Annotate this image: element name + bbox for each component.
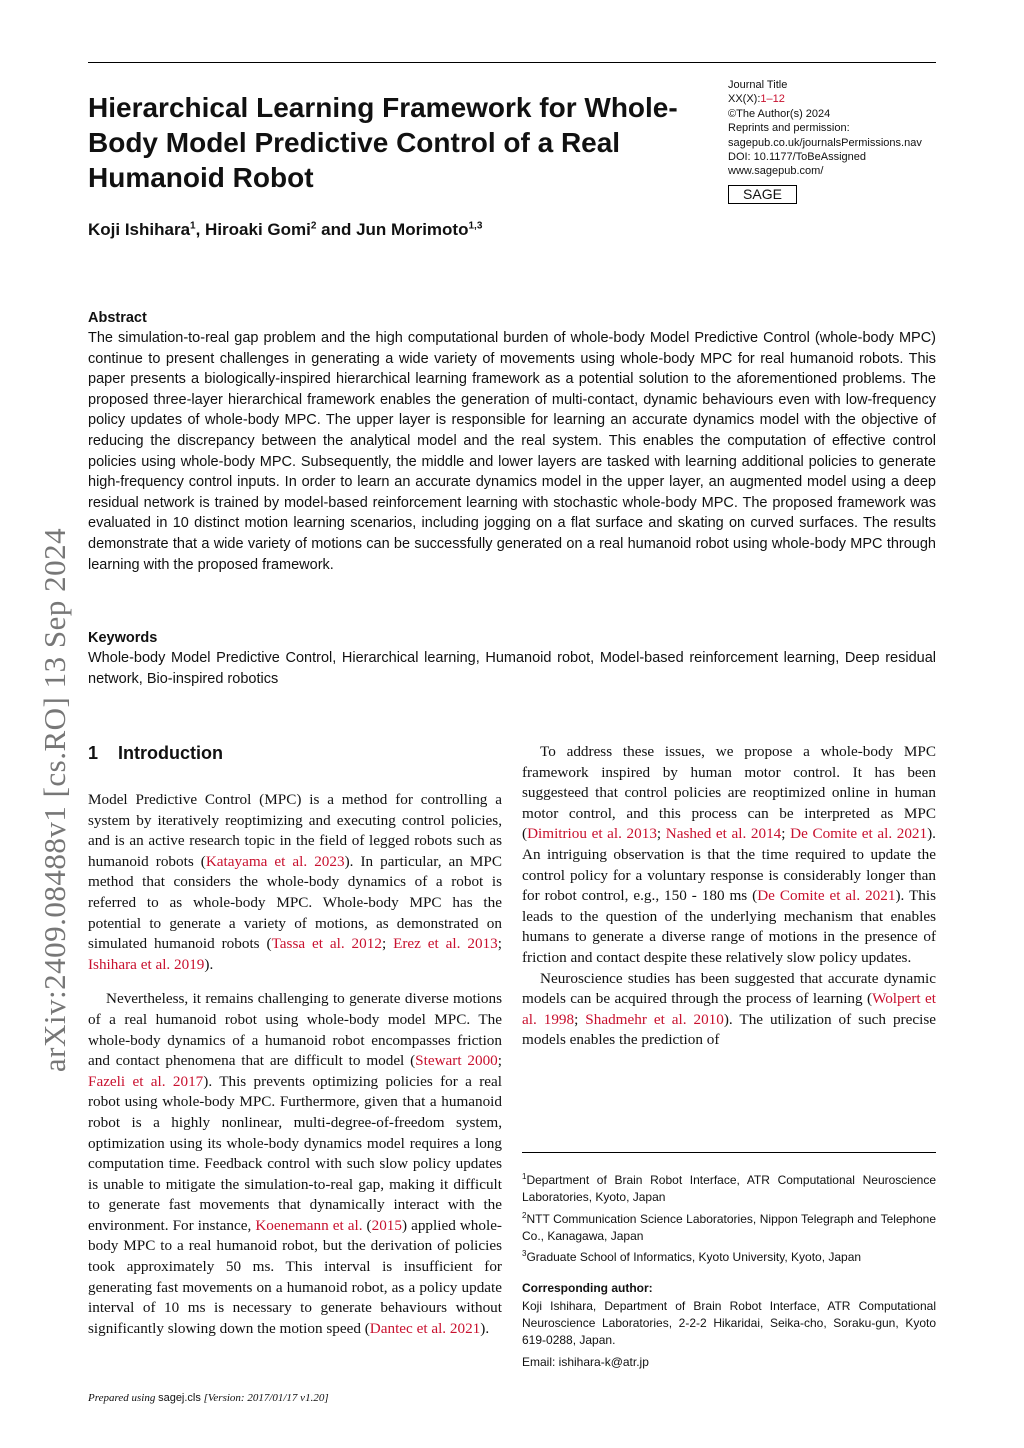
citation-link[interactable]: Tassa et al. 2012 xyxy=(271,935,382,953)
citation-link[interactable]: Erez et al. 2013 xyxy=(393,935,498,953)
permissions-link[interactable]: sagepub.co.uk/journalsPermissions.nav xyxy=(728,136,922,149)
page-footer: Prepared using sagej.cls [Version: 2017/01/17 v1.20] xyxy=(88,1392,329,1404)
author-name: Jun Morimoto xyxy=(356,220,469,239)
citation-link[interactable]: 2015 xyxy=(371,1216,402,1234)
abstract-text: The simulation-to-real gap problem and the high computational burden of whole-body Model Predictive Control (whole-body MPC) continue to present challenges in generating a wide variety of movements using whole-body MPC for real humanoid robots. This paper presents a biologically-inspired hierarchical learning framework as a potential solution to the aforementioned problems. The proposed three-layer hierarchical framework enables the generation of multi-contact, dynamic behaviours even with low-frequency policy updates of whole-body MPC. The upper layer is responsible for learning an accurate dynamics model with the objective of reducing the discrepancy between the analytical model and the real system. This enables the computation of effective control policies using whole-body MPC. Subsequently, the middle and lower layers are tasked with learning additional policies to generate high-frequency control inputs. In order to learn an accurate dynamics model in the upper layer, an augmented model using a deep residual network is trained by model-based reinforcement learning with stochastic whole-body MPC. The proposed framework was evaluated in 10 distinct motion learning scenarios, including jogging on a flat surface and skating on curved surfaces. The results demonstrate that a wide variety of motions can be successfully generated on a real humanoid robot using whole-body MPC through learning with the proposed framework. xyxy=(88,330,936,573)
citation-link[interactable]: Katayama et al. 2023 xyxy=(205,852,345,870)
citation-link[interactable]: Dantec et al. 2021 xyxy=(369,1319,481,1337)
reprints-label: Reprints and permission: xyxy=(728,122,850,135)
page-range-link[interactable]: 1–12 xyxy=(760,93,785,106)
citation-link[interactable]: Stewart 2000 xyxy=(415,1052,498,1070)
citation-link[interactable]: Dimitriou et al. 2013 xyxy=(527,825,657,843)
cls-name: sagej.cls xyxy=(158,1392,201,1404)
citation-link[interactable]: De Comite et al. 2021 xyxy=(790,825,928,843)
section-number: 1 xyxy=(88,743,99,763)
abstract-section xyxy=(88,308,936,575)
top-rule xyxy=(88,62,936,63)
citation-link[interactable]: Koenemann et al. xyxy=(255,1216,363,1234)
section-title: Introduction xyxy=(118,743,223,763)
citation-link[interactable]: Shadmehr et al. 2010 xyxy=(585,1010,724,1028)
footnote-rule xyxy=(522,1152,936,1153)
abstract-heading: Abstract xyxy=(88,310,147,326)
author-affiliation: 1 xyxy=(190,220,196,232)
footnotes xyxy=(522,1168,936,1371)
paragraph: Neuroscience studies has been suggested that accurate dynamic models can be acquired through the process of learning (Wolpert et al. 1998; Shadmehr et al. 2010). The utilization of such precise models enables the prediction of xyxy=(522,969,936,1049)
paragraph: Nevertheless, it remains challenging to generate diverse motions of a real humanoid robot using whole-body model MPC. The whole-body dynamics of a humanoid robot encompasses friction and contact phenomena that are difficult to model (Stewart 2000; Fazeli et al. 2017). This prevents optimizing policies for a real robot using whole-body MPC. Furthermore, given that a humanoid robot is a highly nonlinear, multi-degree-of-freedom system, optimization using its whole-body dynamics model requires a long computation time. Feedback control with such slow policy updates is unable to mitigate the simulation-to-real gap, making it difficult to generate fast movements that dynamically interact with the environment. For instance, Koenemann et al. (2015) applied whole-body MPC to a real humanoid robot, but the derivation of policies took approximately 50 ms. This interval is insufficient for generating fast movements on a humanoid robot, as a policy update interval of 10 ms is necessary to generate behaviours without significantly slowing down the motion speed (Dantec et al. 2021). xyxy=(88,990,503,1337)
keywords-text: Whole-body Model Predictive Control, Hierarchical learning, Humanoid robot, Model-based reinforcement learning, Deep residual network, Bio-inspired robotics xyxy=(88,650,936,687)
doi-line: DOI: 10.1177/ToBeAssigned xyxy=(728,151,866,164)
corresponding-author-label: Corresponding author: xyxy=(522,1281,653,1296)
author-name: Hiroaki Gomi xyxy=(205,220,311,239)
right-column xyxy=(522,742,936,1051)
journal-title: Journal Title xyxy=(728,79,788,91)
paragraph: To address these issues, we propose a whole-body MPC framework inspired by human motor control. It has been suggesteed that control policies are reoptimized online in human motor control, and this process can be interpreted as MPC (Dimitriou et al. 2013; Nashed et al. 2014; De Comite et al. 2021). An intriguing observation is that the time required to update the control policy for a voluntary response is considerably longer than for robot control, e.g., 150 - 180 ms (De Comite et al. 2021). This leads to the question of the underlying mechanism that enables humans to generate a diverse range of motions in the presence of friction and contact despite these relatively slow policy updates. xyxy=(522,743,936,966)
affiliation-note: $^2$NTT Communication Science Laboratories, Nippon Telegraph and Telephone Co., Kanagawa, Japan xyxy=(522,1210,936,1243)
paragraph: Model Predictive Control (MPC) is a method for controlling a system by iteratively reoptimizing and executing control policies, and is an active research topic in the field of legged robots such as humanoid robots (Katayama et al. 2023). In particular, an MPC method that considers the whole-body dynamics of a robot is referred to as whole-body MPC. Whole-body MPC has the potential to generate a variety of motions, as demonstrated on simulated humanoid robots (Tassa et al. 2012; Erez et al. 2013; Ishihara et al. 2019). xyxy=(88,791,502,973)
citation-link[interactable]: Fazeli et al. 2017 xyxy=(88,1072,204,1090)
corresponding-author-text: Koji Ishihara, Department of Brain Robot Interface, ATR Computational Neuroscience Laboratories, 2-2-2 Hikaridai, Seika-cho, Soraku-gun, Kyoto 619-0288, Japan. xyxy=(522,1298,936,1348)
citation-link[interactable]: Wolpert et al. 1998 xyxy=(522,990,936,1028)
author-affiliation: 1,3 xyxy=(468,220,483,232)
copyright-line: ©The Author(s) 2024 xyxy=(728,107,831,120)
left-column xyxy=(88,742,502,1339)
affiliation-note: $^1$Department of Brain Robot Interface, ATR Computational Neuroscience Laboratories, Kyoto, Japan xyxy=(522,1172,936,1205)
arxiv-stamp: arXiv:2409.08488v1 [cs.RO] 13 Sep 2024 xyxy=(37,527,72,1073)
sagepub-link[interactable]: www.sagepub.com/ xyxy=(728,165,824,178)
affiliation-note: $^3$Graduate School of Informatics, Kyoto University, Kyoto, Japan xyxy=(522,1249,862,1265)
author-list: Koji Ishihara$^1$, Hiroaki Gomi$^2$ and Jun Morimoto$^{1,3}$ xyxy=(88,220,483,239)
section-heading xyxy=(88,742,502,764)
citation-link[interactable]: Nashed et al. 2014 xyxy=(665,825,782,843)
keywords-section xyxy=(88,628,936,689)
journal-meta xyxy=(728,78,948,179)
citation-link[interactable]: De Comite et al. 2021 xyxy=(757,887,896,905)
author-affiliation: 2 xyxy=(310,220,317,232)
keywords-heading: Keywords xyxy=(88,630,158,646)
corresponding-email[interactable]: Email: ishihara-k@atr.jp xyxy=(522,1354,649,1369)
paper-title: Hierarchical Learning Framework for Whole-Body Model Predictive Control of a Real Humanoid Robot xyxy=(88,92,678,193)
journal-volume: XX(X):1–12 xyxy=(728,93,785,106)
sage-logo: SAGE xyxy=(728,185,797,204)
citation-link[interactable]: Ishihara et al. 2019 xyxy=(88,955,205,973)
author-name: Koji Ishihara xyxy=(88,220,191,239)
